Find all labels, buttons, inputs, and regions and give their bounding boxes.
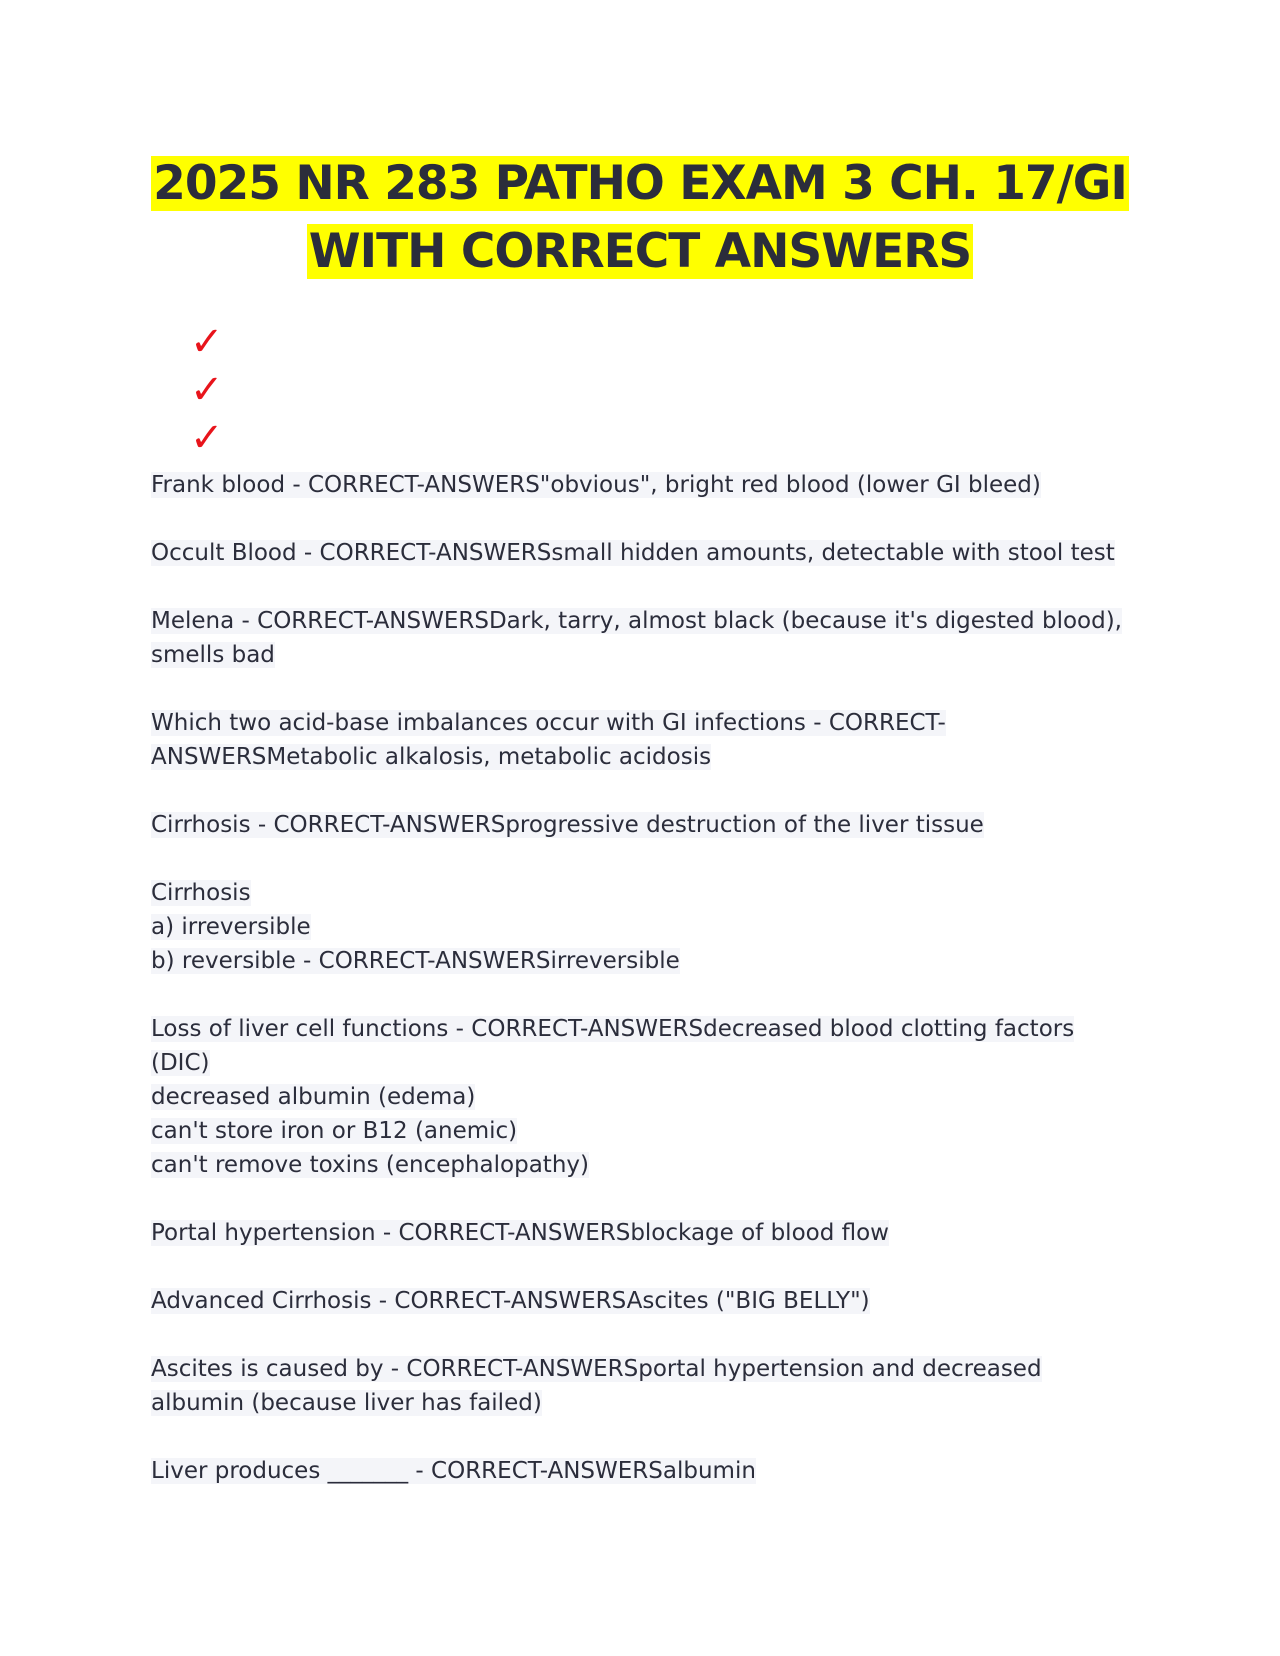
question-answer-list <box>151 468 1141 1522</box>
checkmark-icon: ✓ <box>190 415 224 461</box>
qa-line: Melena - CORRECT-ANSWERSDark, tarry, almost black (because it's digested blood), <box>151 608 1122 634</box>
qa-line: can't store iron or B12 (anemic) <box>151 1118 518 1144</box>
checkmark-icon: ✓ <box>190 367 224 413</box>
checkmark-list <box>190 318 224 462</box>
qa-item <box>151 468 1141 502</box>
qa-line: Occult Blood - CORRECT-ANSWERSsmall hidden amounts, detectable with stool test <box>151 540 1115 566</box>
qa-line: Frank blood - CORRECT-ANSWERS"obvious", bright red blood (lower GI bleed) <box>151 472 1041 498</box>
qa-line: Liver produces _______ - CORRECT-ANSWERSalbumin <box>151 1458 756 1484</box>
qa-line: Cirrhosis <box>151 880 251 906</box>
qa-item <box>151 808 1141 842</box>
qa-line: Cirrhosis - CORRECT-ANSWERSprogressive destruction of the liver tissue <box>151 812 984 838</box>
qa-item <box>151 1352 1141 1420</box>
qa-line: smells bad <box>151 642 275 668</box>
title-line-1: 2025 NR 283 PATHO EXAM 3 CH. 17/GI <box>153 156 1127 211</box>
qa-line: Which two acid-base imbalances occur with GI infections - CORRECT- <box>151 710 946 736</box>
qa-line: ANSWERSMetabolic alkalosis, metabolic acidosis <box>151 744 712 770</box>
qa-item <box>151 1284 1141 1318</box>
qa-line: albumin (because liver has failed) <box>151 1390 542 1416</box>
qa-line: Advanced Cirrhosis - CORRECT-ANSWERSAscites ("BIG BELLY") <box>151 1288 870 1314</box>
qa-line: a) irreversible <box>151 914 311 940</box>
qa-item <box>151 1454 1141 1488</box>
qa-item <box>151 604 1141 672</box>
qa-item <box>151 706 1141 774</box>
qa-item <box>151 876 1141 978</box>
qa-line: Loss of liver cell functions - CORRECT-ANSWERSdecreased blood clotting factors <box>151 1016 1075 1042</box>
qa-line: Ascites is caused by - CORRECT-ANSWERSportal hypertension and decreased <box>151 1356 1042 1382</box>
title-line-2: WITH CORRECT ANSWERS <box>308 224 972 279</box>
checkmark-icon: ✓ <box>190 319 224 365</box>
qa-line: can't remove toxins (encephalopathy) <box>151 1152 589 1178</box>
qa-line: (DIC) <box>151 1050 210 1076</box>
qa-item <box>151 536 1141 570</box>
document-title <box>0 150 1280 286</box>
qa-line: b) reversible - CORRECT-ANSWERSirreversible <box>151 948 680 974</box>
qa-item <box>151 1216 1141 1250</box>
qa-item <box>151 1012 1141 1182</box>
qa-line: Portal hypertension - CORRECT-ANSWERSblockage of blood flow <box>151 1220 889 1246</box>
qa-line: decreased albumin (edema) <box>151 1084 476 1110</box>
